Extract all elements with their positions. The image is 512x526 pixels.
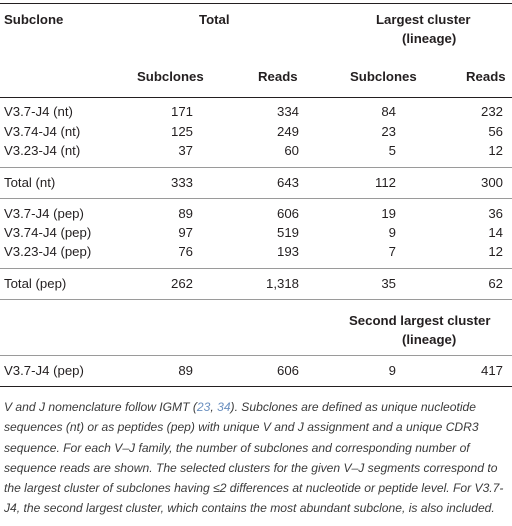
cell-largest-reads: 12 xyxy=(488,143,503,158)
section-rule xyxy=(0,355,512,356)
header-largest-subclones: Subclones xyxy=(350,69,417,84)
section-rule xyxy=(0,198,512,199)
cell-total-subclones: 262 xyxy=(170,276,193,291)
cell-total-subclones: 97 xyxy=(178,225,193,240)
table-footnote xyxy=(4,397,508,519)
cell-largest-reads: 232 xyxy=(480,104,503,119)
cell-largest-subclones: 19 xyxy=(381,206,396,221)
section-rule xyxy=(0,268,512,269)
top-rule xyxy=(0,3,512,4)
row-label: Total (nt) xyxy=(4,175,56,190)
cell-largest-reads: 12 xyxy=(488,244,503,259)
header-total-reads: Reads xyxy=(258,69,298,84)
cell-largest-subclones: 35 xyxy=(381,276,396,291)
row-label: V3.7-J4 (pep) xyxy=(4,363,84,378)
row-label: V3.23-J4 (nt) xyxy=(4,143,81,158)
row-label: V3.74-J4 (pep) xyxy=(4,225,92,240)
header-total-subclones: Subclones xyxy=(137,69,204,84)
cell-largest-reads: 14 xyxy=(488,225,503,240)
cell-largest-reads: 36 xyxy=(488,206,503,221)
cell-total-reads: 249 xyxy=(276,124,299,139)
row-label: Total (pep) xyxy=(4,276,67,291)
footnote-separator: , xyxy=(210,400,218,414)
reference-link[interactable]: 34 xyxy=(217,400,231,414)
cell-largest-subclones: 9 xyxy=(388,225,396,240)
footnote-text: V and J nomenclature follow IGMT ( xyxy=(4,400,197,414)
cell-largest-subclones: 5 xyxy=(388,143,396,158)
cell-largest-subclones: 84 xyxy=(381,104,396,119)
cell-largest-subclones: 112 xyxy=(374,175,396,190)
cell-largest-reads: 300 xyxy=(480,175,503,190)
footnote-text: ). Subclones are defined as unique nucleotide sequences (nt) or as peptides (pep) with unique V and J assignment and a unique CDR3 sequence. For each V–J family, the number of subclones and corresponding number of sequence reads are shown. The selected clusters for the given V–J segments correspond to the largest cluster of subclones having ≤2 differences at nucleotide or peptide level. For V3.7-J4, the second largest cluster, which contains the most abundant subclone, is also included. xyxy=(4,400,504,516)
cell-total-reads: 60 xyxy=(284,143,299,158)
row-label: V3.74-J4 (nt) xyxy=(4,124,81,139)
cell-total-reads: 193 xyxy=(276,244,299,259)
cell-total-subclones: 37 xyxy=(178,143,193,158)
cell-total-subclones: 89 xyxy=(178,363,193,378)
section-rule xyxy=(0,299,512,300)
cell-total-reads: 606 xyxy=(276,363,299,378)
header-second-largest-cluster: Second largest cluster xyxy=(349,313,491,328)
cell-largest-subclones: 9 xyxy=(388,363,396,378)
reference-link[interactable]: 23 xyxy=(196,400,211,414)
row-label: V3.7-J4 (pep) xyxy=(4,206,84,221)
bottom-rule xyxy=(0,386,512,387)
header-second-lineage: (lineage) xyxy=(402,332,457,347)
cell-total-subclones: 333 xyxy=(170,175,193,190)
row-label: V3.7-J4 (nt) xyxy=(4,104,73,119)
cell-largest-reads: 417 xyxy=(480,363,503,378)
section-rule xyxy=(0,167,512,168)
header-lineage: (lineage) xyxy=(402,31,457,46)
row-label: V3.23-J4 (pep) xyxy=(4,244,92,259)
header-rule xyxy=(0,97,512,98)
header-total: Total xyxy=(199,12,230,27)
cell-total-subclones: 76 xyxy=(178,244,193,259)
cell-total-reads: 1,318 xyxy=(265,276,299,291)
cell-total-reads: 334 xyxy=(276,104,299,119)
cell-largest-subclones: 7 xyxy=(388,244,396,259)
cell-largest-subclones: 23 xyxy=(381,124,396,139)
cell-largest-reads: 56 xyxy=(488,124,503,139)
cell-total-reads: 643 xyxy=(276,175,299,190)
header-largest-cluster: Largest cluster xyxy=(376,12,471,27)
cell-total-subclones: 125 xyxy=(170,124,193,139)
cell-total-reads: 519 xyxy=(276,225,299,240)
cell-total-subclones: 89 xyxy=(178,206,193,221)
cell-largest-reads: 62 xyxy=(488,276,503,291)
header-subclone: Subclone xyxy=(4,12,64,27)
header-largest-reads: Reads xyxy=(466,69,506,84)
cell-total-subclones: 171 xyxy=(170,104,193,119)
cell-total-reads: 606 xyxy=(276,206,299,221)
